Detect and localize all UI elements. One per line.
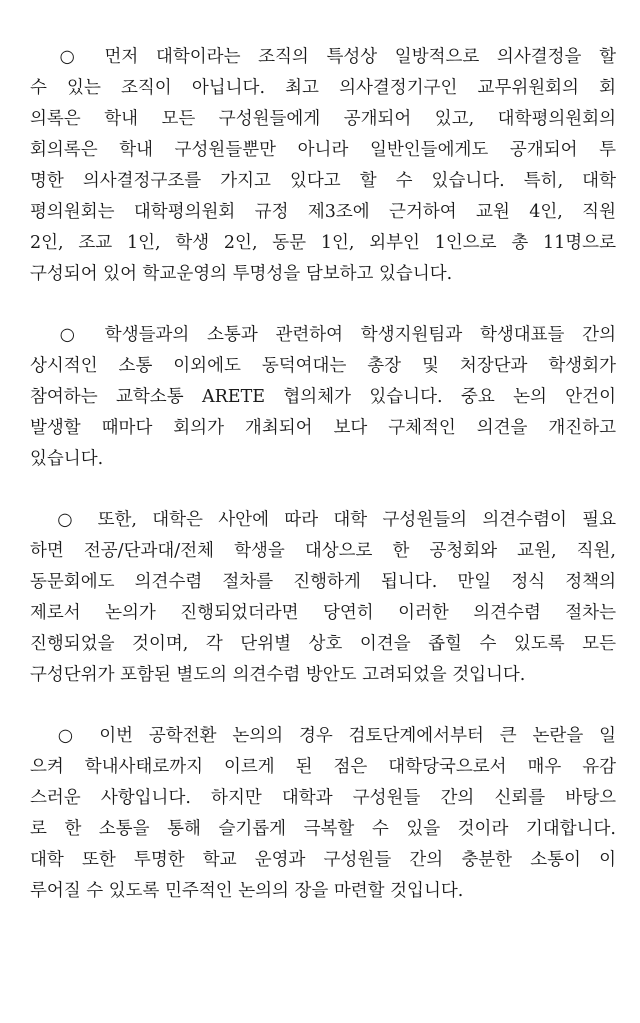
- text-line: 구성단위가 포함된 별도의 의견수렴 방안도 고려되었을 것입니다.: [30, 665, 526, 685]
- paragraph-student-communication: [30, 320, 616, 475]
- text-line: 2인, 조교 1인, 학생 2인, 동문 1인, 외부인 1인으로 총 11명으로: [30, 233, 616, 253]
- text-line: 진행되었을 것이며, 각 단위별 상호 이견을 좁힐 수 있도록 모든: [30, 634, 616, 654]
- text-line: 스러운 사항입니다. 하지만 대학과 구성원들 간의 신뢰를 바탕으: [30, 788, 616, 808]
- text-line: ○ 또한, 대학은 사안에 따라 대학 구성원들의 의견수렴이 필요: [30, 510, 616, 530]
- paragraph-opinion-gathering: [30, 505, 616, 691]
- paragraph-governance: [30, 42, 616, 290]
- text-line: 대학 또한 투명한 학교 운영과 구성원들 간의 충분한 소통이 이: [30, 850, 616, 870]
- text-line: ○ 먼저 대학이라는 조직의 특성상 일방적으로 의사결정을 할: [30, 47, 616, 67]
- text-line: 으켜 학내사태로까지 이르게 된 점은 대학당국으로서 매우 유감: [30, 757, 616, 777]
- text-line: 수 있는 조직이 아닙니다. 최고 의사결정기구인 교무위원회의 회: [30, 78, 616, 98]
- text-line: 제로서 논의가 진행되었더라면 당연히 이러한 의견수렴 절차는: [30, 603, 616, 623]
- text-line: ○ 학생들과의 소통과 관련하여 학생지원팀과 학생대표들 간의: [30, 325, 616, 345]
- text-line: 루어질 수 있도록 민주적인 논의의 장을 마련할 것입니다.: [30, 881, 464, 901]
- text-line: 의록은 학내 모든 구성원들에게 공개되어 있고, 대학평의원회의: [30, 109, 616, 129]
- text-line: 발생할 때마다 회의가 개최되어 보다 구체적인 의견을 개진하고: [30, 418, 616, 438]
- text-line: ○ 이번 공학전환 논의의 경우 검토단계에서부터 큰 논란을 일: [30, 726, 616, 746]
- text-line: 참여하는 교학소통 ARETE 협의체가 있습니다. 중요 논의 안건이: [30, 387, 616, 407]
- text-line: 평의원회는 대학평의원회 규정 제3조에 근거하여 교원 4인, 직원: [30, 202, 616, 222]
- text-line: 있습니다.: [30, 449, 104, 469]
- text-line: 회의록은 학내 구성원들뿐만 아니라 일반인들에게도 공개되어 투: [30, 140, 616, 160]
- document-page: [30, 42, 616, 907]
- paragraph-conclusion: [30, 721, 616, 907]
- text-line: 동문회에도 의견수렴 절차를 진행하게 됩니다. 만일 정식 정책의: [30, 572, 616, 592]
- text-line: 하면 전공/단과대/전체 학생을 대상으로 한 공청회와 교원, 직원,: [30, 541, 616, 561]
- text-line: 상시적인 소통 이외에도 동덕여대는 총장 및 처장단과 학생회가: [30, 356, 616, 376]
- text-line: 명한 의사결정구조를 가지고 있다고 할 수 있습니다. 특히, 대학: [30, 171, 616, 191]
- text-line: 로 한 소통을 통해 슬기롭게 극복할 수 있을 것이라 기대합니다.: [30, 819, 616, 839]
- text-line: 구성되어 있어 학교운영의 투명성을 담보하고 있습니다.: [30, 264, 453, 284]
